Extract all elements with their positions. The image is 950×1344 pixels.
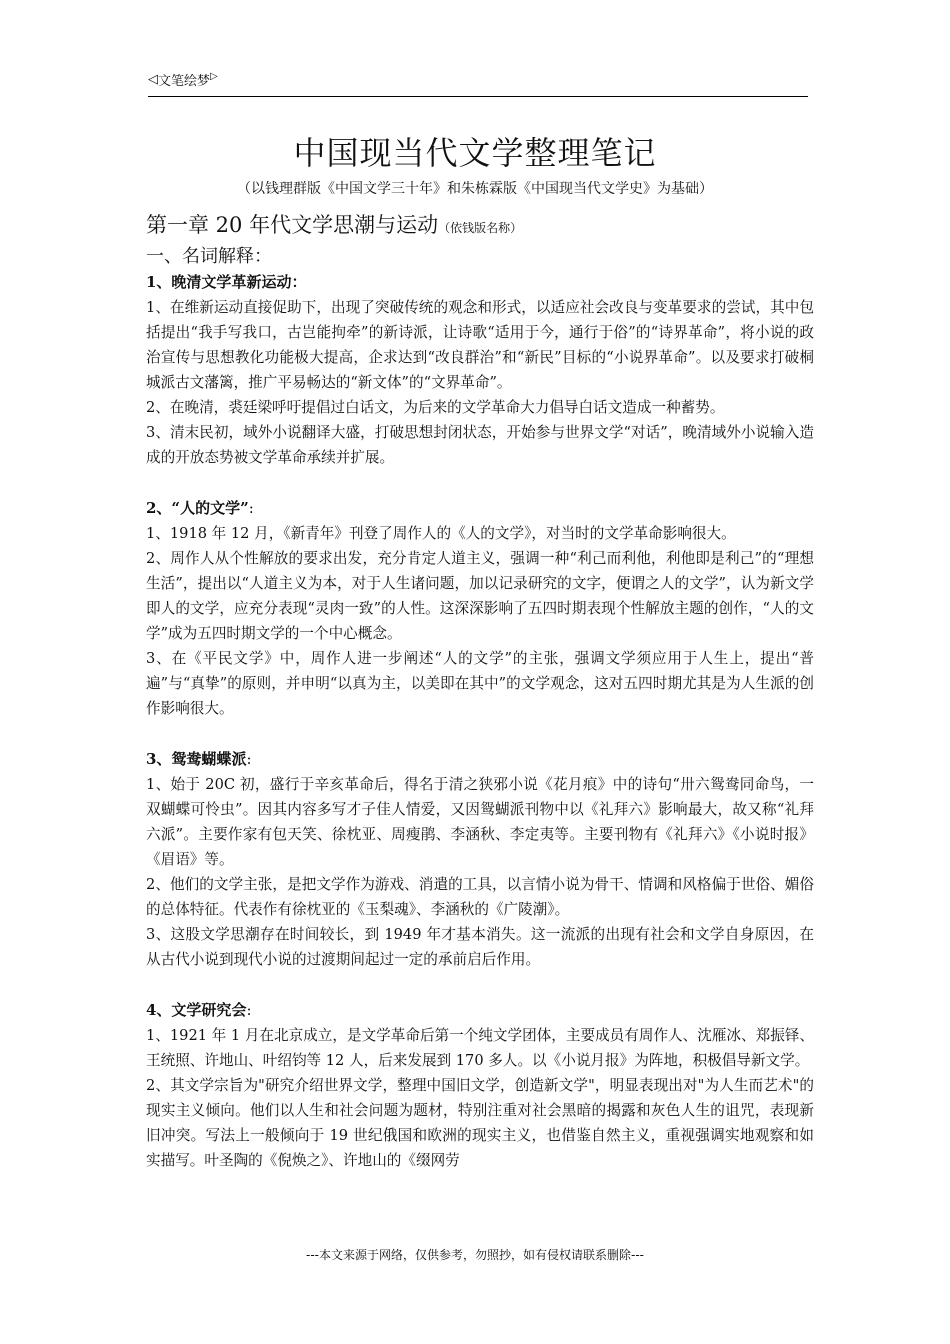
spacer xyxy=(146,972,814,999)
term-heading-text: 4、文学研究会 xyxy=(146,1001,247,1019)
spacer xyxy=(146,721,814,748)
spacer xyxy=(146,470,814,497)
section-heading: 一、名词解释： xyxy=(146,246,272,267)
term-heading-text: 2、“人的文学” xyxy=(146,499,249,517)
term-heading: 1、晚清文学革新运动： xyxy=(146,273,307,291)
chapter-heading xyxy=(146,210,814,244)
header-brand xyxy=(148,70,218,89)
page-title: 中国现当代文学整理笔记 xyxy=(293,134,657,172)
paragraph: 1、始于 20C 初，盛行于辛亥革命后，得名于清之狭邪小说《花月痕》中的诗句“卅六鸳鸯同命鸟，一双蝴蝶可怜虫”。因其内容多写才子佳人情爱，又因鸳蝴派刊物中以《礼拜六》影响最大，故又称“礼拜六派”。主要作家有包天笑、徐枕亚、周瘦鹃、李涵秋、李定夷等。主要刊物有《礼拜六》《小说时报》《眉语》等。 xyxy=(146,776,814,868)
triangle-left-icon: ◁ xyxy=(148,72,158,87)
paragraph: 2、在晚清，裘廷梁呼吁提倡过白话文，为后来的文学革命大力倡导白话文造成一种蓄势。 xyxy=(146,399,725,416)
term-heading xyxy=(146,497,814,521)
term-heading-colon: : xyxy=(246,1001,252,1019)
footer-disclaimer: ---本文来源于网络，仅供参考，勿照抄，如有侵权请联系删除--- xyxy=(306,1248,644,1262)
term-item-1 xyxy=(146,271,814,470)
paragraph: 3、清末民初，域外小说翻译大盛，打破思想封闭状态，开始参与世界文学“对话”，晚清域外小说输入造成的开放态势被文学革命承续并扩展。 xyxy=(146,424,814,466)
chapter-note: （依钱版名称） xyxy=(438,221,523,235)
chapter-title: 第一章 20 年代文学思潮与运动 xyxy=(146,213,439,237)
main-content xyxy=(146,210,814,1173)
term-heading xyxy=(146,999,814,1023)
paragraph: 2、其文学宗旨为"研究介绍世界文学，整理中国旧文学，创造新文学"，明显表现出对"为人生而艺术"的现实主义倾向。他们以人生和社会问题为题材，特别注重对社会黑暗的揭露和灰色人生的诅咒，表现新旧冲突。写法上一般倾向于 19 世纪俄国和欧洲的现实主义，也借鉴自然主义，重视强调实地观察和如实描写。叶圣陶的《倪焕之》、许地山的《缀网劳 xyxy=(146,1077,814,1169)
paragraph: 3、在《平民文学》中，周作人进一步阐述“人的文学”的主张，强调文学须应用于人生上，提出“普遍”与“真挚”的原则，并申明“以真为主，以美即在其中”的文学观念，这对五四时期尤其是为人生派的创作影响很大。 xyxy=(146,650,814,717)
triangle-right-icon: ▷ xyxy=(210,71,218,82)
term-heading-colon: : xyxy=(246,750,252,768)
paragraph: 1、1918 年 12 月，《新青年》刊登了周作人的《人的文学》，对当时的文学革命影响很大。 xyxy=(146,525,736,542)
paragraph: 1、在维新运动直接促助下，出现了突破传统的观念和形式，以适应社会改良与变革要求的尝试，其中包括提出“我手写我口，古岂能拘牵”的新诗派，让诗歌“适用于今，通行于俗”的“诗界革命”，将小说的政治宣传与思想教化功能极大提高，企求达到“改良群治”和“新民”目标的“小说界革命”。以及要求打破桐城派古文藩篱，推广平易畅达的“新文体”的“文界革命”。 xyxy=(146,299,814,391)
paragraph: 2、周作人从个性解放的要求出发，充分肯定人道主义，强调一种“利己而利他，利他即是利己”的“理想生活”，提出以“人道主义为本，对于人生诸问题，加以记录研究的文字，便谓之人的文学”，认为新文学即人的文学，应充分表现“灵肉一致”的人性。这深深影响了五四时期表现个性解放主题的创作，“人的文学”成为五四时期文学的一个中心概念。 xyxy=(146,550,814,642)
term-heading xyxy=(146,748,814,772)
paragraph: 3、这股文学思潮存在时间较长，到 1949 年才基本消失。这一流派的出现有社会和文学自身原因，在从古代小说到现代小说的过渡期间起过一定的承前启后作用。 xyxy=(146,926,814,968)
term-item-2 xyxy=(146,497,814,721)
brand-text: 文笔绘梦 xyxy=(158,74,211,89)
paragraph: 1、1921 年 1 月在北京成立，是文学革命后第一个纯文学团体，主要成员有周作人、沈雁冰、郑振铎、王统照、许地山、叶绍钧等 12 人，后来发展到 170 多人。以《小说月报》为阵地，积极倡导新文学。 xyxy=(146,1027,814,1069)
term-item-4 xyxy=(146,999,814,1173)
header-rule xyxy=(148,96,808,97)
paragraph: 2、他们的文学主张，是把文学作为游戏、消遣的工具，以言情小说为骨干、情调和风格偏于世俗、媚俗的总体特征。代表作有徐枕亚的《玉梨魂》、李涵秋的《广陵潮》。 xyxy=(146,876,814,918)
page-subtitle: （以钱理群版《中国文学三十年》和朱栋霖版《中国现当代文学史》为基础） xyxy=(237,181,713,197)
term-heading-colon: : xyxy=(248,499,254,517)
term-item-3 xyxy=(146,748,814,972)
term-heading-text: 3、鸳鸯蝴蝶派 xyxy=(146,750,247,768)
